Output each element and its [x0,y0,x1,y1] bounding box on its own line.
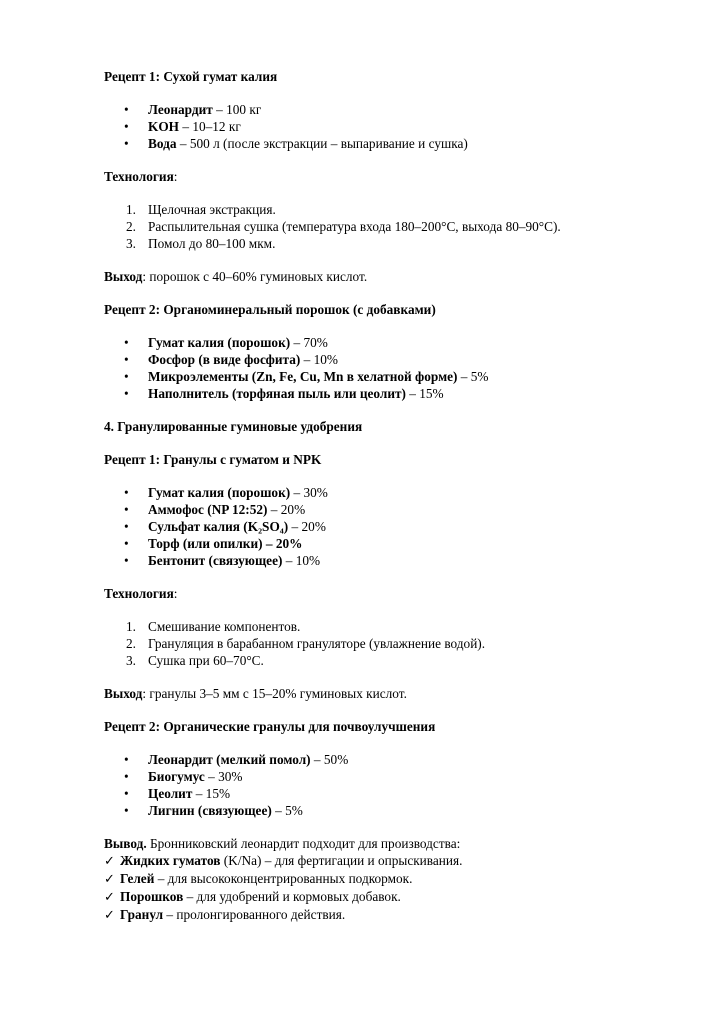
recipe-1-ingredients [104,101,664,152]
list-item: 3. Сушка при 60–70°C. [126,653,264,668]
list-item: • KOH – 10–12 кг [124,119,241,134]
recipe-1-output: Выход: порошок с 40–60% гуминовых кислот. [104,269,368,284]
bullet-icon: • [124,352,129,367]
bullet-icon: • [124,102,129,117]
list-item: • Бентонит (связующее) – 10% [124,553,321,568]
recipe-1-steps [104,201,664,252]
recipe-3-title: Рецепт 1: Гранулы с гуматом и NPK [104,452,322,467]
conclusion-item: ✓ Порошков – для удобрений и кормовых добавок. [104,889,401,905]
checkmark-icon: ✓ [104,890,115,905]
section-4-heading: 4. Гранулированные гуминовые удобрения [104,419,363,434]
recipe-3-output: Выход: гранулы 3–5 мм с 15–20% гуминовых кислот. [104,686,407,701]
list-item: • Сульфат калия (K₂SO₄) – 20% [124,519,326,534]
recipe-4-ingredients [104,751,664,819]
list-item: • Вода – 500 л (после экстракции – выпаривание и сушка) [124,136,468,151]
bullet-icon: • [124,769,129,784]
list-item: 2. Грануляция в барабанном грануляторе (увлажнение водой). [126,636,486,651]
bullet-icon: • [124,119,129,134]
technology-label: Технология: [104,586,178,601]
conclusion-item: ✓ Гелей – для высококонцентрированных подкормок. [104,871,413,887]
list-item: • Наполнитель (торфяная пыль или цеолит) – 15% [124,386,444,401]
list-item: 1. Смешивание компонентов. [126,619,301,634]
list-item: 3. Помол до 80–100 мкм. [126,236,276,251]
conclusion-intro: Вывод. Бронниковский леонардит подходит для производства: [104,836,461,851]
conclusion-item: ✓ Гранул – пролонгированного действия. [104,907,346,923]
list-item: • Торф (или опилки) – 20% [124,536,303,551]
checkmark-icon: ✓ [104,854,115,869]
technology-label: Технология: [104,169,178,184]
list-item: • Гумат калия (порошок) – 30% [124,485,328,500]
list-item: 2. Распылительная сушка (температура входа 180–200°C, выхода 80–90°C). [126,219,561,234]
list-item: • Леонардит – 100 кг [124,102,262,117]
list-item: • Леонардит (мелкий помол) – 50% [124,752,349,767]
bullet-icon: • [124,136,129,151]
bullet-icon: • [124,803,129,818]
bullet-icon: • [124,502,129,517]
recipe-3-ingredients [104,484,664,569]
recipe-1-title: Рецепт 1: Сухой гумат калия [104,69,278,84]
list-item: • Микроэлементы (Zn, Fe, Cu, Mn в хелатной форме) – 5% [124,369,489,384]
bullet-icon: • [124,386,129,401]
checkmark-icon: ✓ [104,872,115,887]
bullet-icon: • [124,553,129,568]
checkmark-icon: ✓ [104,908,115,923]
conclusion-item: ✓ Жидких гуматов (K/Na) – для фертигации и опрыскивания. [104,853,463,869]
list-item: • Биогумус – 30% [124,769,243,784]
list-item: • Аммофос (NP 12:52) – 20% [124,502,306,517]
bullet-icon: • [124,369,129,384]
bullet-icon: • [124,752,129,767]
recipe-3-steps [104,618,664,669]
bullet-icon: • [124,485,129,500]
bullet-icon: • [124,519,129,534]
list-item: • Лигнин (связующее) – 5% [124,803,303,818]
document-page [104,68,664,924]
list-item: 1. Щелочная экстракция. [126,202,276,217]
bullet-icon: • [124,536,129,551]
bullet-icon: • [124,335,129,350]
bullet-icon: • [124,786,129,801]
list-item: • Фосфор (в виде фосфита) – 10% [124,352,338,367]
recipe-4-title: Рецепт 2: Органические гранулы для почвоулучшения [104,719,436,734]
recipe-2-title: Рецепт 2: Органоминеральный порошок (с добавками) [104,302,436,317]
list-item: • Гумат калия (порошок) – 70% [124,335,328,350]
recipe-2-ingredients [104,334,664,402]
list-item: • Цеолит – 15% [124,786,231,801]
